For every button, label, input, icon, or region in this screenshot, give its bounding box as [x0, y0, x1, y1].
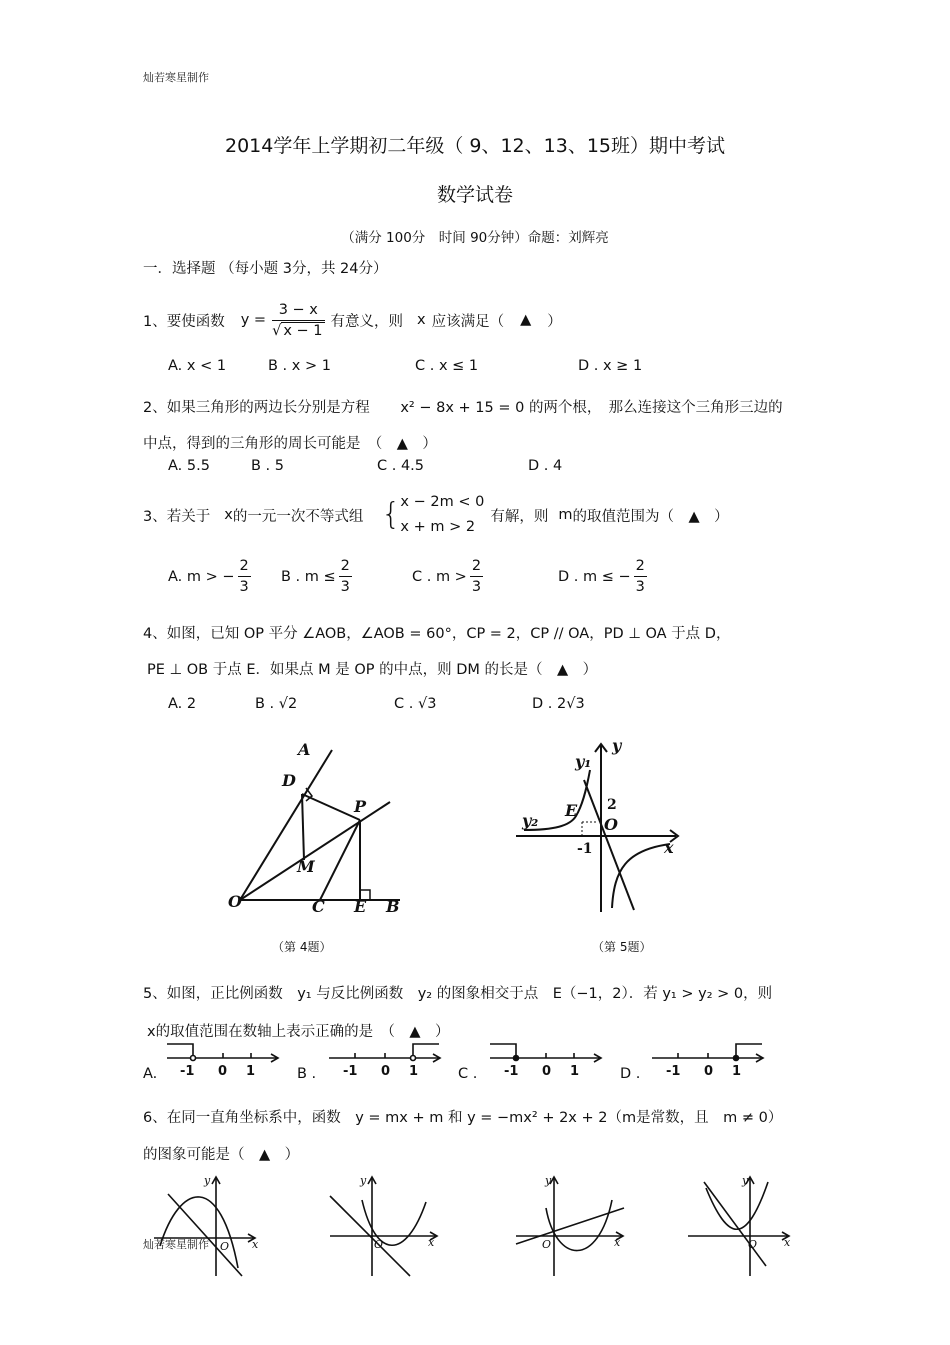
q3-option-c-num: 2	[470, 556, 483, 577]
fig5-label-x: x	[664, 838, 674, 857]
q3-option-d-label: D . m ≤ −	[558, 568, 631, 585]
q1-numerator: 3 − x	[272, 300, 324, 321]
q5-b-tick-neg1: -1	[343, 1064, 358, 1079]
q5-option-a-letter: A.	[143, 1066, 158, 1082]
fig4-label-m: M	[297, 857, 315, 876]
figure-5-caption: （第 5题）	[592, 940, 652, 954]
q3-system	[400, 490, 484, 540]
question-5-line2: x的取值范围在数轴上表示正确的是 （ ▲ ）	[147, 1024, 450, 1040]
exam-title: 2014学年上学期初二年级（ 9、12、13、15班）期中考试	[224, 135, 725, 157]
q6-graph-c	[512, 1172, 632, 1278]
q2-suffix: 的两个根， 那么连接这个三角形三边的	[528, 400, 783, 416]
answer-triangle: ▲	[520, 312, 532, 328]
fig4-label-b: B	[386, 897, 400, 916]
q6-d-y-label: y	[742, 1174, 749, 1187]
q1-fraction	[272, 300, 324, 341]
fig5-label-y1: y₁	[575, 752, 592, 771]
q5-b-tick-0: 0	[381, 1064, 391, 1079]
page-header: 灿若寒星制作	[143, 71, 209, 84]
q3-option-d	[558, 556, 647, 597]
fig5-label-y2: y₂	[522, 811, 539, 830]
q5-number-line-b	[327, 1040, 447, 1064]
q5-c-tick-neg1: -1	[504, 1064, 519, 1079]
fig5-label-2: 2	[607, 797, 617, 813]
q4-option-a: A. 2	[168, 696, 197, 712]
q3-option-b-label: B . m ≤	[281, 568, 336, 585]
q3-option-a	[168, 556, 251, 597]
figure-5-graph	[510, 740, 690, 920]
q3-option-a-label: A. m > −	[168, 568, 235, 585]
q6-c-y-label: y	[545, 1174, 552, 1187]
q6-graph-b	[326, 1172, 446, 1278]
q3-var2: m	[558, 507, 573, 523]
q6-graph-a	[150, 1172, 270, 1278]
q1-y: y =	[240, 312, 267, 328]
q2-option-b: B . 5	[251, 458, 285, 474]
q1-denominator: √ x − 1	[272, 322, 323, 339]
exam-subtitle: 数学试卷	[436, 184, 513, 206]
q2-option-c: C . 4.5	[377, 458, 425, 474]
q6-d-x-label: x	[784, 1236, 791, 1249]
question-5-line1: 5、如图，正比例函数 y₁ 与反比例函数 y₂ 的图象相交于点 E（−1，2）．若 y₁ > y₂ > 0，则	[143, 986, 773, 1002]
q3-option-d-num: 2	[634, 556, 647, 577]
q3-brace: {	[381, 497, 401, 532]
q6-a-x-label: x	[252, 1238, 259, 1251]
q5-d-tick-1: 1	[732, 1064, 742, 1079]
q1-close: ）	[547, 313, 562, 330]
fig4-label-o: O	[228, 892, 242, 911]
q6-b-x-label: x	[428, 1236, 435, 1249]
fig4-label-p: P	[354, 797, 367, 816]
question-6-line1: 6、在同一直角坐标系中，函数 y = mx + m 和 y = −mx² + 2x + 2（m是常数，且 m ≠ 0）	[143, 1110, 783, 1126]
q3-option-b	[281, 556, 352, 597]
q1-var: x	[417, 312, 426, 328]
q6-graph-d	[684, 1172, 804, 1278]
q1-option-d: D . x ≥ 1	[578, 358, 643, 374]
q5-c-tick-1: 1	[570, 1064, 580, 1079]
fig5-label-e: E	[565, 801, 578, 820]
question-2-line2: 中点，得到的三角形的周长可能是 （ ▲ ）	[143, 436, 437, 452]
q3-option-a-den: 3	[239, 579, 249, 595]
q5-a-tick-0: 0	[218, 1064, 228, 1079]
q3-prefix: 3、若关于	[143, 508, 211, 525]
question-6-line2: 的图象可能是（ ▲ ）	[143, 1147, 300, 1163]
q1-option-a: A. x < 1	[168, 358, 227, 374]
q3-option-b-frac	[339, 556, 352, 597]
q3-option-a-num: 2	[238, 556, 251, 577]
q6-d-origin-label: O	[748, 1238, 758, 1251]
q1-post2: 应该满足（	[431, 313, 505, 330]
ray-op	[240, 802, 390, 900]
q6-b-y-label: y	[360, 1174, 367, 1187]
q3-var: x	[224, 507, 233, 523]
q5-number-line-d	[650, 1040, 770, 1064]
q4-option-d: D . 2√3	[532, 696, 585, 712]
q3-inequality-1: x − 2m < 0	[400, 494, 485, 510]
fig4-label-a: A	[298, 740, 311, 759]
q6-b-origin-label: O	[374, 1238, 384, 1251]
segment-dm	[302, 794, 304, 860]
q1-option-b: B . x > 1	[268, 358, 331, 374]
q2-option-a: A. 5.5	[168, 458, 210, 474]
exam-info: （满分 100分 时间 90分钟）命题：刘辉亮	[341, 230, 609, 246]
q1-prefix: 1、要使函数	[143, 313, 225, 330]
segment-cp	[320, 820, 360, 900]
section-heading: 一．选择题 （每小题 3分，共 24分）	[143, 261, 388, 277]
q3-option-c-label: C . m >	[412, 568, 467, 585]
q3-inequality-2: x + m > 2	[400, 519, 476, 535]
q2-equation: x² − 8x + 15 = 0	[400, 400, 525, 416]
q2-option-d: D . 4	[528, 458, 563, 474]
question-4-line1: 4、如图，已知 OP 平分 ∠AOB，∠AOB = 60°，CP = 2，CP // OA，PD ⊥ OA 于点 D，	[143, 626, 731, 642]
q5-d-tick-0: 0	[704, 1064, 714, 1079]
question-2-line1	[143, 396, 783, 417]
q3-option-b-den: 3	[340, 579, 350, 595]
q5-number-line-c	[488, 1040, 608, 1064]
q3-option-b-num: 2	[339, 556, 352, 577]
fig5-label-neg1: -1	[577, 841, 593, 857]
q1-radicand: x − 1	[283, 322, 323, 339]
q3-post: 有解，则	[490, 508, 549, 525]
q5-option-b-letter: B .	[297, 1066, 317, 1082]
fig5-label-o: O	[604, 815, 618, 834]
fig4-label-e: E	[354, 897, 367, 916]
q3-option-d-den: 3	[635, 579, 645, 595]
q3-post2: 的取值范围为（ ▲ ）	[572, 508, 729, 525]
q6-a-y-label: y	[204, 1174, 211, 1187]
figure-4-diagram	[220, 740, 420, 920]
q5-number-line-a	[165, 1040, 285, 1064]
q3-option-d-frac	[634, 556, 647, 597]
q5-a-tick-1: 1	[246, 1064, 256, 1079]
q2-prefix: 2、如果三角形的两边长分别是方程	[143, 400, 370, 416]
q3-option-c	[412, 556, 483, 597]
fig4-label-d: D	[282, 771, 296, 790]
q3-option-c-den: 3	[471, 579, 482, 595]
q3-mid: 的一元一次不等式组	[232, 508, 364, 525]
q1-post: 有意义，则	[330, 313, 404, 330]
question-4-line2: PE ⊥ OB 于点 E．如果点 M 是 OP 的中点，则 DM 的长是（ ▲ ）	[147, 662, 598, 678]
question-1	[143, 296, 562, 344]
q5-option-d-letter: D .	[620, 1066, 641, 1082]
q5-a-tick-neg1: -1	[180, 1064, 195, 1079]
figure-4-caption: （第 4题）	[272, 940, 332, 954]
q6-c-x-label: x	[614, 1236, 621, 1249]
fig4-label-c: C	[312, 897, 325, 916]
q4-option-c: C . √3	[394, 696, 437, 712]
q5-c-tick-0: 0	[542, 1064, 552, 1079]
q6-c-origin-label: O	[542, 1238, 552, 1251]
q5-b-tick-1: 1	[409, 1064, 419, 1079]
q3-option-c-frac	[470, 556, 483, 597]
q5-option-c-letter: C .	[458, 1066, 478, 1082]
question-3	[143, 490, 729, 540]
q5-d-tick-neg1: -1	[666, 1064, 681, 1079]
q1-option-c: C . x ≤ 1	[415, 358, 479, 374]
page-footer: 灿若寒星制作	[143, 1238, 209, 1251]
q4-option-b: B . √2	[255, 696, 298, 712]
q3-option-a-frac	[238, 556, 251, 597]
q6-a-origin-label: O	[220, 1240, 230, 1253]
fig5-label-y: y	[612, 736, 622, 755]
